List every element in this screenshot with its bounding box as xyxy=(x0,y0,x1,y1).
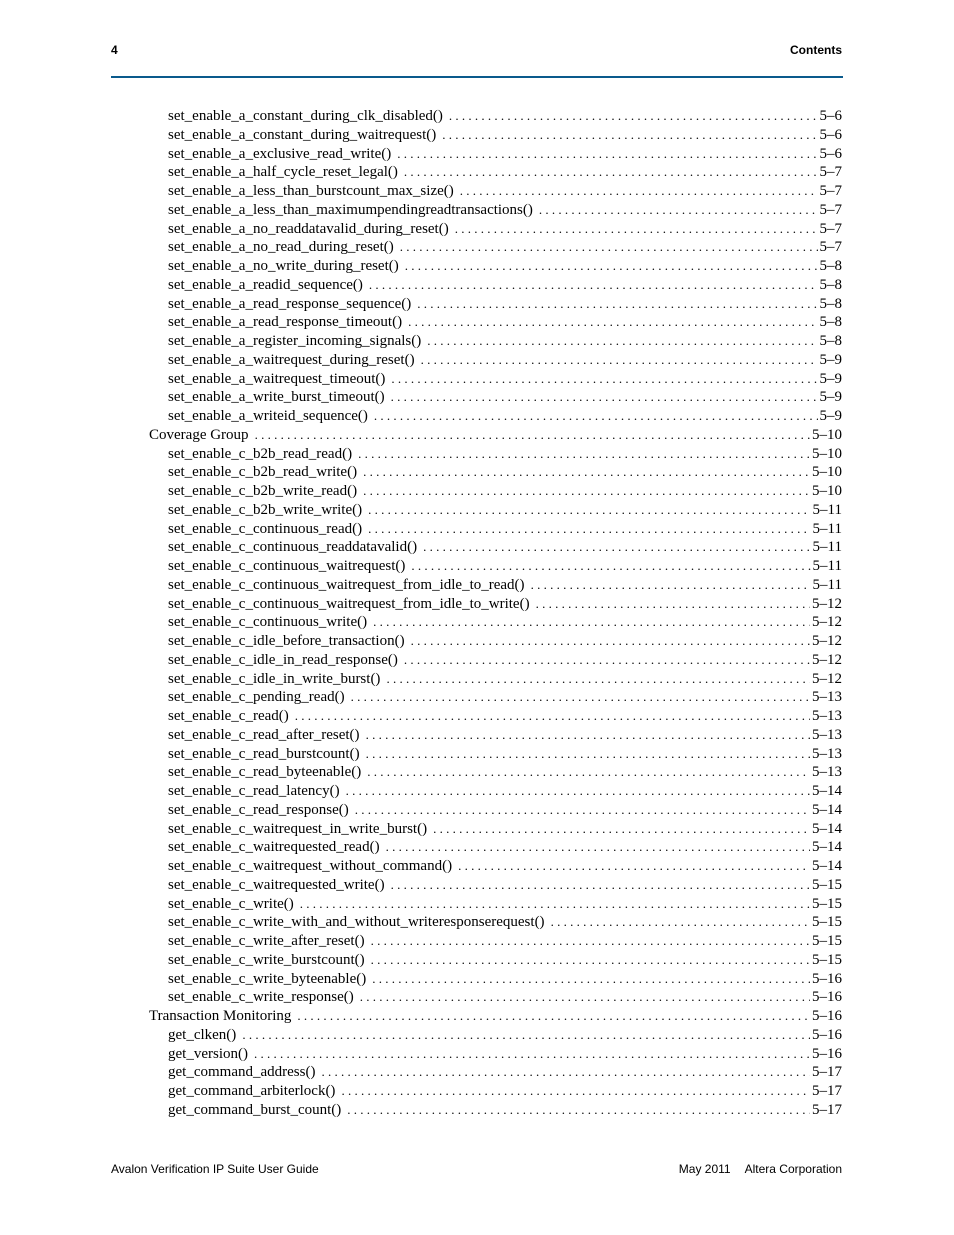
toc-entry[interactable] xyxy=(111,651,842,670)
toc-dot-leader xyxy=(367,763,810,782)
toc-dot-leader xyxy=(536,595,810,614)
toc-entry-label: set_enable_a_waitrequest_during_reset() xyxy=(168,351,415,368)
toc-dot-leader xyxy=(460,182,818,201)
toc-entry-page: 5–11 xyxy=(812,558,842,574)
toc-entry-page: 5–6 xyxy=(819,126,842,143)
toc-dot-leader xyxy=(297,1007,810,1026)
toc-entry-page: 5–14 xyxy=(812,820,842,837)
toc-entry[interactable] xyxy=(111,1045,842,1064)
toc-entry-label: set_enable_a_constant_during_waitrequest() xyxy=(168,126,437,143)
toc-entry-page: 5–7 xyxy=(819,201,842,218)
toc-entry[interactable] xyxy=(111,951,842,970)
toc-dot-leader xyxy=(404,163,818,182)
toc-entry[interactable] xyxy=(111,257,842,276)
toc-entry-page: 5–12 xyxy=(812,633,842,649)
toc-entry-label: set_enable_c_b2b_read_write() xyxy=(168,464,358,481)
toc-entry-label: set_enable_c_waitrequest_without_command() xyxy=(168,858,453,874)
toc-entry-label: set_enable_c_pending_read() xyxy=(168,689,345,706)
toc-entry[interactable] xyxy=(111,557,842,576)
toc-entry[interactable] xyxy=(111,1101,842,1120)
toc-entry-page: 5–15 xyxy=(812,895,842,912)
toc-entry[interactable] xyxy=(111,1063,842,1082)
toc-dot-leader xyxy=(358,445,810,464)
toc-entry-label: set_enable_a_readid_sequence() xyxy=(168,276,363,293)
toc-entry[interactable] xyxy=(111,932,842,951)
toc-entry-page: 5–14 xyxy=(812,858,842,874)
toc-entry-page: 5–16 xyxy=(812,1008,842,1024)
toc-dot-leader xyxy=(368,520,810,539)
toc-entry[interactable] xyxy=(111,801,842,820)
toc-dot-leader xyxy=(455,220,818,239)
toc-entry-label: set_enable_c_write_with_and_without_writeresponserequest() xyxy=(168,914,545,931)
toc-entry-label: set_enable_c_read_response() xyxy=(168,801,349,818)
toc-entry-page: 5–9 xyxy=(819,351,842,368)
toc-entry-page: 5–6 xyxy=(819,108,842,124)
toc-dot-leader xyxy=(346,782,810,801)
toc-entry-label: set_enable_c_waitrequested_write() xyxy=(168,876,385,893)
toc-entry-page: 5–7 xyxy=(819,239,842,256)
toc-entry[interactable] xyxy=(111,276,842,295)
toc-entry-label: Transaction Monitoring xyxy=(149,1008,292,1024)
toc-entry[interactable] xyxy=(111,726,842,745)
toc-dot-leader xyxy=(371,932,810,951)
toc-entry-page: 5–8 xyxy=(819,333,842,349)
toc-entry[interactable] xyxy=(111,613,842,632)
toc-entry-label: set_enable_c_continuous_write() xyxy=(168,614,368,631)
toc-entry-page: 5–13 xyxy=(812,689,842,706)
toc-entry[interactable] xyxy=(111,107,842,126)
toc-entry[interactable] xyxy=(111,763,842,782)
toc-entry-page: 5–8 xyxy=(819,314,842,331)
table-of-contents xyxy=(111,107,842,1120)
toc-entry[interactable] xyxy=(111,576,842,595)
toc-entry-page: 5–14 xyxy=(812,801,842,818)
toc-entry[interactable] xyxy=(111,988,842,1007)
toc-entry[interactable] xyxy=(111,745,842,764)
toc-entry-label: get_clken() xyxy=(168,1026,237,1043)
toc-entry-page: 5–12 xyxy=(812,670,842,687)
toc-entry-label: set_enable_c_continuous_waitrequest_from_idle_to_read() xyxy=(168,576,525,593)
toc-dot-leader xyxy=(411,632,810,651)
toc-dot-leader xyxy=(458,857,810,876)
toc-dot-leader xyxy=(551,913,810,932)
toc-dot-leader xyxy=(421,351,818,370)
toc-entry-label: set_enable_a_writeid_sequence() xyxy=(168,408,368,424)
toc-entry-page: 5–9 xyxy=(819,408,842,424)
toc-entry-label: set_enable_c_continuous_readdatavalid() xyxy=(168,539,418,556)
toc-entry-label: set_enable_a_no_read_during_reset() xyxy=(168,239,394,256)
toc-entry[interactable] xyxy=(111,501,842,520)
toc-dot-leader xyxy=(368,501,810,520)
toc-entry[interactable] xyxy=(111,313,842,332)
toc-entry-page: 5–10 xyxy=(812,464,842,481)
toc-dot-leader xyxy=(366,745,810,764)
section-title: Contents xyxy=(790,43,842,57)
toc-entry-label: set_enable_a_exclusive_read_write() xyxy=(168,145,392,162)
footer-publisher-info xyxy=(679,1162,842,1176)
toc-entry-page: 5–8 xyxy=(819,295,842,312)
toc-entry[interactable] xyxy=(111,913,842,932)
toc-entry[interactable] xyxy=(111,332,842,351)
toc-entry[interactable] xyxy=(111,857,842,876)
toc-entry-page: 5–14 xyxy=(812,839,842,856)
toc-dot-leader xyxy=(539,201,818,220)
toc-entry[interactable] xyxy=(111,538,842,557)
toc-entry-page: 5–13 xyxy=(812,745,842,762)
toc-entry[interactable] xyxy=(111,388,842,407)
toc-entry-page: 5–15 xyxy=(812,933,842,949)
toc-entry-label: set_enable_a_read_response_timeout() xyxy=(168,314,403,331)
toc-dot-leader xyxy=(366,726,810,745)
toc-dot-leader xyxy=(363,482,810,501)
toc-entry-page: 5–16 xyxy=(812,1045,842,1062)
toc-entry-page: 5–9 xyxy=(819,370,842,387)
toc-entry-label: set_enable_c_read() xyxy=(168,708,289,724)
toc-dot-leader xyxy=(360,988,810,1007)
toc-entry-label: get_command_arbiterlock() xyxy=(168,1083,336,1099)
toc-entry-page: 5–6 xyxy=(819,145,842,162)
toc-entry-page: 5–12 xyxy=(812,651,842,668)
toc-entry-label: set_enable_a_constant_during_clk_disabled() xyxy=(168,108,443,124)
toc-dot-leader xyxy=(295,707,810,726)
toc-dot-leader xyxy=(433,820,810,839)
toc-entry-page: 5–12 xyxy=(812,595,842,612)
toc-entry-label: set_enable_c_idle_before_transaction() xyxy=(168,633,405,649)
toc-dot-leader xyxy=(404,651,810,670)
toc-dot-leader xyxy=(423,538,810,557)
toc-entry[interactable] xyxy=(111,670,842,689)
toc-entry-page: 5–11 xyxy=(812,520,842,537)
page-number: 4 xyxy=(111,43,118,57)
toc-entry-page: 5–7 xyxy=(819,164,842,181)
toc-entry-label: set_enable_c_waitrequest_in_write_burst() xyxy=(168,820,428,837)
toc-entry-label: set_enable_c_continuous_waitrequest() xyxy=(168,558,406,574)
toc-dot-leader xyxy=(427,332,817,351)
toc-entry[interactable] xyxy=(111,182,842,201)
toc-entry-label: set_enable_c_read_after_reset() xyxy=(168,726,360,743)
toc-entry-label: set_enable_c_write_response() xyxy=(168,989,354,1006)
toc-dot-leader xyxy=(371,951,810,970)
toc-entry-label: set_enable_a_no_readdatavalid_during_reset() xyxy=(168,220,449,237)
toc-entry[interactable] xyxy=(111,895,842,914)
toc-entry-page: 5–16 xyxy=(812,970,842,987)
toc-entry-label: set_enable_c_read_burstcount() xyxy=(168,745,360,762)
toc-entry[interactable] xyxy=(111,482,842,501)
toc-entry-page: 5–17 xyxy=(812,1083,842,1099)
toc-entry-page: 5–13 xyxy=(812,708,842,724)
toc-entry-label: set_enable_a_waitrequest_timeout() xyxy=(168,370,386,387)
toc-entry[interactable] xyxy=(111,351,842,370)
toc-dot-leader xyxy=(391,388,818,407)
toc-entry-page: 5–10 xyxy=(812,445,842,462)
toc-dot-leader xyxy=(242,1026,810,1045)
toc-entry-page: 5–15 xyxy=(812,876,842,893)
toc-entry[interactable] xyxy=(111,145,842,164)
footer-date: May 2011 xyxy=(678,1162,731,1176)
toc-entry-page: 5–7 xyxy=(819,183,842,199)
toc-entry-label: Coverage Group xyxy=(149,426,249,443)
toc-dot-leader xyxy=(373,613,810,632)
toc-dot-leader xyxy=(405,257,818,276)
toc-entry[interactable] xyxy=(111,1026,842,1045)
toc-dot-leader xyxy=(341,1082,810,1101)
toc-entry[interactable] xyxy=(111,463,842,482)
toc-dot-leader xyxy=(347,1101,810,1120)
toc-entry-page: 5–12 xyxy=(812,614,842,631)
toc-entry-page: 5–10 xyxy=(812,483,842,499)
toc-entry-page: 5–15 xyxy=(812,914,842,931)
toc-entry-label: set_enable_c_waitrequested_read() xyxy=(168,839,380,856)
toc-entry-label: set_enable_a_half_cycle_reset_legal() xyxy=(168,164,398,181)
toc-entry-page: 5–8 xyxy=(819,276,842,293)
toc-dot-leader xyxy=(369,276,818,295)
toc-entry-page: 5–8 xyxy=(819,258,842,274)
toc-dot-leader xyxy=(408,313,817,332)
toc-dot-leader xyxy=(417,295,817,314)
toc-dot-leader xyxy=(400,238,818,257)
toc-entry-page: 5–7 xyxy=(819,220,842,237)
toc-dot-leader xyxy=(374,407,818,426)
toc-entry-label: set_enable_a_less_than_maximumpendingreadtransactions() xyxy=(168,201,533,218)
toc-entry-page: 5–17 xyxy=(812,1064,842,1081)
toc-entry[interactable] xyxy=(111,782,842,801)
footer-company: Altera Corporation xyxy=(744,1162,842,1176)
toc-entry-label: set_enable_a_no_write_during_reset() xyxy=(168,258,399,274)
toc-entry-page: 5–15 xyxy=(812,951,842,968)
toc-entry[interactable] xyxy=(111,632,842,651)
toc-entry-label: set_enable_a_less_than_burstcount_max_size() xyxy=(168,183,454,199)
toc-entry-label: set_enable_c_read_latency() xyxy=(168,783,340,799)
toc-entry-label: set_enable_c_write_burstcount() xyxy=(168,951,365,968)
toc-dot-leader xyxy=(442,126,817,145)
toc-entry-label: set_enable_c_continuous_read() xyxy=(168,520,363,537)
toc-entry[interactable] xyxy=(111,407,842,426)
toc-section-entry[interactable] xyxy=(111,1007,842,1026)
toc-entry-page: 5–10 xyxy=(812,426,842,443)
toc-entry-label: set_enable_c_continuous_waitrequest_from_idle_to_write() xyxy=(168,595,530,612)
toc-entry[interactable] xyxy=(111,220,842,239)
toc-dot-leader xyxy=(363,463,810,482)
toc-entry[interactable] xyxy=(111,445,842,464)
toc-dot-leader xyxy=(300,895,810,914)
toc-entry-label: set_enable_a_register_incoming_signals() xyxy=(168,333,422,349)
toc-entry[interactable] xyxy=(111,820,842,839)
toc-entry-page: 5–9 xyxy=(819,389,842,406)
toc-dot-leader xyxy=(255,426,810,445)
toc-entry[interactable] xyxy=(111,1082,842,1101)
toc-entry[interactable] xyxy=(111,238,842,257)
toc-dot-leader xyxy=(411,557,810,576)
header-rule xyxy=(111,76,843,78)
toc-entry[interactable] xyxy=(111,595,842,614)
toc-dot-leader xyxy=(397,145,817,164)
toc-entry-page: 5–16 xyxy=(812,989,842,1006)
toc-entry-page: 5–13 xyxy=(812,726,842,743)
toc-entry-label: set_enable_c_b2b_read_read() xyxy=(168,445,353,462)
toc-entry-page: 5–11 xyxy=(812,539,842,556)
toc-entry-page: 5–13 xyxy=(812,764,842,781)
toc-entry-label: get_version() xyxy=(168,1045,248,1062)
toc-entry-label: set_enable_c_write_after_reset() xyxy=(168,933,365,949)
toc-entry-label: set_enable_a_read_response_sequence() xyxy=(168,295,412,312)
toc-dot-leader xyxy=(372,970,810,989)
toc-dot-leader xyxy=(351,688,810,707)
toc-entry-page: 5–17 xyxy=(812,1101,842,1118)
toc-entry[interactable] xyxy=(111,295,842,314)
toc-dot-leader xyxy=(449,107,818,126)
toc-entry[interactable] xyxy=(111,520,842,539)
toc-entry-label: set_enable_c_write() xyxy=(168,895,294,912)
toc-entry-label: set_enable_c_write_byteenable() xyxy=(168,970,367,987)
toc-dot-leader xyxy=(386,670,810,689)
toc-entry-label: set_enable_c_idle_in_write_burst() xyxy=(168,670,381,687)
toc-dot-leader xyxy=(531,576,811,595)
footer-document-title: Avalon Verification IP Suite User Guide xyxy=(111,1162,319,1176)
toc-dot-leader xyxy=(321,1063,810,1082)
toc-entry[interactable] xyxy=(111,970,842,989)
toc-dot-leader xyxy=(355,801,810,820)
toc-entry-page: 5–11 xyxy=(812,501,842,518)
toc-section-entry[interactable] xyxy=(111,426,842,445)
toc-entry-label: set_enable_c_read_byteenable() xyxy=(168,764,362,781)
toc-dot-leader xyxy=(386,838,810,857)
toc-entry[interactable] xyxy=(111,838,842,857)
toc-entry-page: 5–16 xyxy=(812,1026,842,1043)
toc-dot-leader xyxy=(254,1045,810,1064)
toc-entry-label: get_command_burst_count() xyxy=(168,1101,342,1118)
toc-entry[interactable] xyxy=(111,163,842,182)
toc-entry[interactable] xyxy=(111,688,842,707)
toc-entry-page: 5–11 xyxy=(812,576,842,593)
toc-entry[interactable] xyxy=(111,201,842,220)
toc-entry-label: get_command_address() xyxy=(168,1064,316,1081)
toc-entry[interactable] xyxy=(111,876,842,895)
toc-entry[interactable] xyxy=(111,370,842,389)
toc-entry[interactable] xyxy=(111,126,842,145)
toc-entry-label: set_enable_a_write_burst_timeout() xyxy=(168,389,385,406)
toc-entry-label: set_enable_c_b2b_write_write() xyxy=(168,501,363,518)
toc-entry-label: set_enable_c_b2b_write_read() xyxy=(168,483,358,499)
toc-dot-leader xyxy=(391,876,810,895)
toc-entry[interactable] xyxy=(111,707,842,726)
toc-entry-page: 5–14 xyxy=(812,783,842,799)
toc-entry-label: set_enable_c_idle_in_read_response() xyxy=(168,651,398,668)
toc-dot-leader xyxy=(391,370,817,389)
